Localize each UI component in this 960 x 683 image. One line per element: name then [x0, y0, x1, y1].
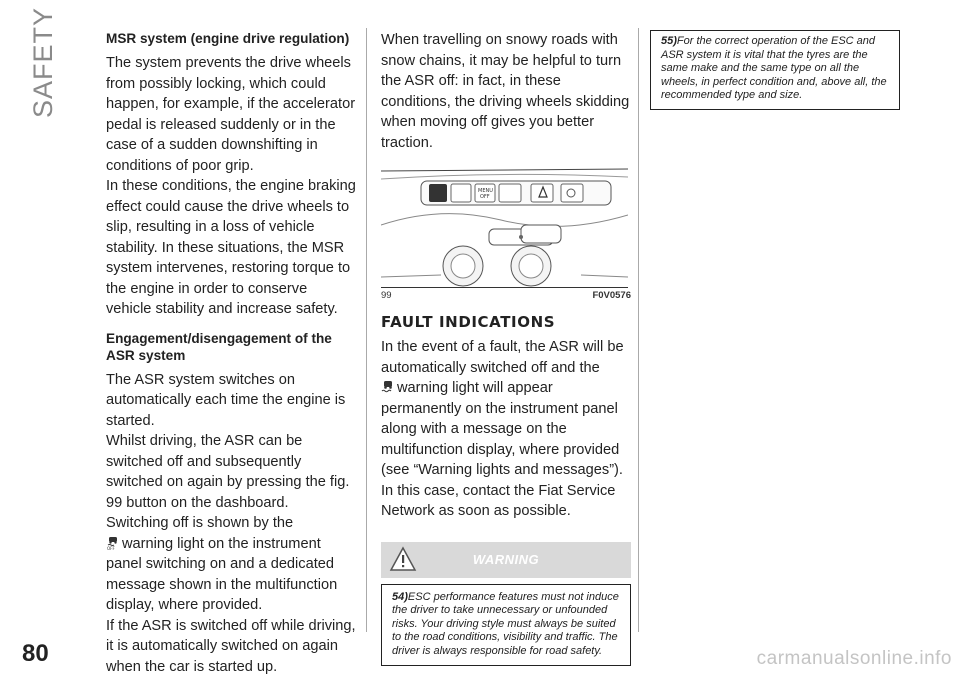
asr-paragraph-2: Whilst driving, the ASR can be switched off and subsequently switched on again by pressing the fig. 99 button on the dashboard. [106, 433, 350, 511]
note-number: 55) [661, 35, 677, 47]
figure-caption [381, 290, 631, 301]
column-divider [638, 28, 639, 632]
msr-heading: MSR system (engine drive regulation) [106, 31, 350, 46]
column-right [650, 30, 900, 110]
figure-code: F0V0576 [592, 290, 631, 301]
fault-indications-heading: FAULT INDICATIONS [381, 313, 556, 331]
warning-box [381, 584, 631, 667]
asr-paragraph-3 [106, 513, 356, 616]
fault-text-after: warning light will appear permanently on the instrument panel along with a message on the multifunction display, where provided (see “Warning lights and messages”). In this case, contact the Fiat Service Network as soon as possible. [381, 380, 623, 519]
snow-chains-paragraph: When travelling on snowy roads with snow chains, it may be helpful to turn the ASR off: in fact, in these conditions, the driving wheels skidding when moving off gives you better traction. [381, 32, 630, 151]
warning-title: WARNING [472, 552, 540, 567]
menu-label: MENU [478, 188, 493, 194]
off-label: OFF [480, 194, 490, 200]
skidding-car-off-icon [106, 536, 120, 550]
dashboard-figure [381, 165, 628, 288]
fault-text-before: In the event of a fault, the ASR will be automatically switched off and the [381, 339, 624, 376]
figure-number: 99 [381, 290, 392, 301]
section-label: SAFETY [28, 6, 58, 118]
page-number: 80 [22, 640, 49, 667]
asr-paragraph: The ASR system switches on automatically each time the engine is started. [106, 371, 346, 429]
note-box [650, 30, 900, 110]
skidding-car-icon [381, 380, 395, 394]
svg-text:OFF: OFF [107, 545, 115, 550]
column-left [106, 30, 356, 683]
column-divider [366, 28, 367, 632]
warning-banner [381, 542, 631, 578]
warning-number: 54) [392, 590, 408, 603]
note-text: For the correct operation of the ESC and ASR system it is vital that the tyres are the same make and the same type on all the wheels, in perfect condition and, above all, the recommended type and size. [661, 35, 887, 101]
msr-paragraph: The system prevents the drive wheels from possibly locking, which could happen, for example, if the accelerator pedal is released suddenly or in the case of a sudden downshifting in conditions of poor grip. [106, 55, 356, 174]
column-middle [381, 30, 631, 666]
asr-engagement-heading: Engagement/disengagement of the ASR system [106, 330, 332, 363]
fault-paragraph [381, 337, 631, 522]
msr-paragraph-2: In these conditions, the engine braking effect could cause the drive wheels to slip, resulting in a loss of vehicle stability. In these situations, the MSR system intervenes, restoring torque to the engine in order to conserve vehicle stability and increase safety. [106, 178, 356, 317]
asr-text-before: Switching off is shown by the [106, 515, 294, 531]
dashboard-illustration [381, 165, 628, 287]
watermark: carmanualsonline.info [756, 648, 952, 669]
warning-triangle-icon [389, 546, 417, 577]
asr-paragraph-4: If the ASR is switched off while driving, it is automatically switched on again when the car is started up. [106, 617, 356, 675]
asr-text-after: warning light on the instrument panel switching on and a dedicated message shown in the multifunction display, where provided. [106, 535, 338, 613]
warning-text: ESC performance features must not induce the driver to take unnecessary or unfounded risks. Your driving style must always be suited to the road conditions, visibility and traffic. The driver is always responsible for road safety. [392, 590, 619, 657]
